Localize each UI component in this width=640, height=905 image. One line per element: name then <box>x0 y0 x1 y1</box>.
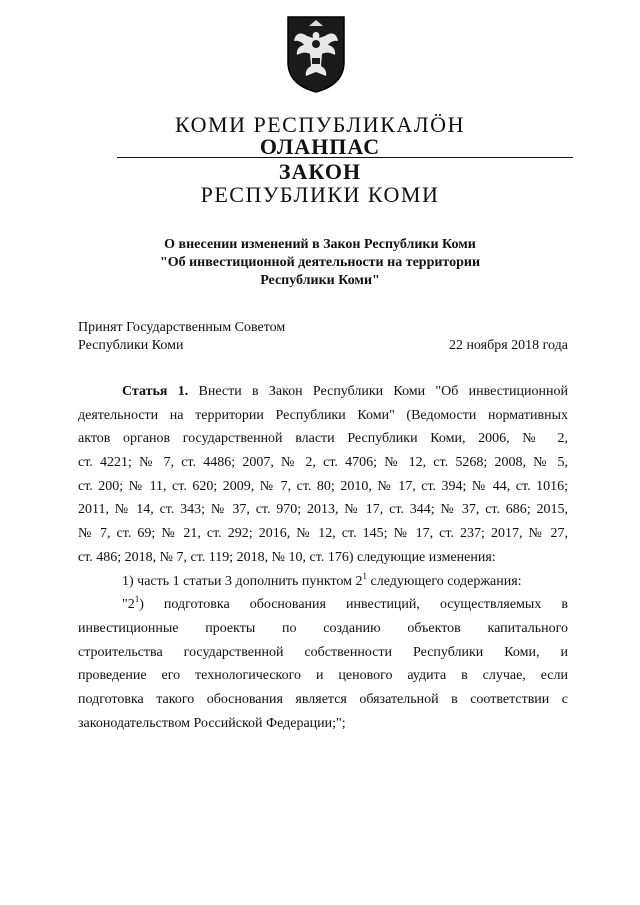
quote-line: строительства государственной собственности Республики Коми, и <box>78 644 568 660</box>
article-body <box>78 380 568 735</box>
article-line: ст. 486; 2018, № 7, ст. 119; 2018, № 10, ст. 176) следующие изменения: <box>78 549 496 565</box>
law-title-line: О внесении изменений в Закон Республики Коми <box>164 237 476 252</box>
article-line: деятельности на территории Республики Коми" (Ведомости нормативных <box>78 407 568 423</box>
header-zakon: ЗАКОН <box>278 159 362 184</box>
adoption-date: 22 ноября 2018 года <box>448 338 568 353</box>
adopted-by <box>78 319 285 355</box>
article-line: ст. 200; № 11, ст. 620; 2009, № 7, ст. 80; 2010, № 17, ст. 394; № 44, ст. 1016; <box>78 478 568 494</box>
coat-of-arms-emblem-icon <box>285 14 347 94</box>
quote-line: подготовка такого обоснования является обязательной в соответствии с <box>78 691 568 707</box>
header-divider <box>117 157 573 158</box>
quote-line: инвестиционные проекты по созданию объектов капитального <box>78 620 568 636</box>
header-komi-line: КОМИ РЕСПУБЛИКАЛÖН <box>175 112 465 137</box>
quote-line: законодательством Российской Федерации;"; <box>78 715 346 731</box>
law-title-line: "Об инвестиционной деятельности на территории <box>159 255 481 270</box>
law-title <box>100 236 540 290</box>
quote-line: проведение его технологического и ценового аудита в случае, если <box>78 668 568 684</box>
article-line: актов органов государственной власти Республики Коми, 2006, № 2, <box>78 431 568 447</box>
law-title-line: Республики Коми" <box>260 273 380 288</box>
article-line: 2011, № 14, ст. 343; № 37, ст. 970; 2013, № 17, ст. 344; № 37, ст. 686; 2015, <box>78 502 568 518</box>
quote-line: "$2^1$) подготовка обоснования инвестиций, осуществляемых в <box>122 594 568 613</box>
adopted-by-line: Республики Коми <box>78 338 184 353</box>
header-republic: РЕСПУБЛИКИ КОМИ <box>200 182 440 207</box>
article-line: Статья 1. Внести в Закон Республики Коми "Об инвестиционной <box>122 384 568 399</box>
adopted-by-line: Принят Государственным Советом <box>78 320 286 335</box>
article-line: ст. 4221; № 7, ст. 4486; 2007, № 2, ст. 4706; № 12, ст. 5268; 2008, № 5, <box>78 455 568 471</box>
article-label: Статья 1. <box>122 384 189 399</box>
article-line: № 7, ст. 69; № 21, ст. 292; 2016, № 12, ст. 145; № 17, ст. 237; 2017, № 27, <box>78 526 568 542</box>
item-1-line: 1) часть 1 статьи 3 дополнить пунктом $2^1$ следующего содержания: <box>122 570 522 589</box>
header-olanpas: ОЛАНПАС <box>259 134 381 159</box>
